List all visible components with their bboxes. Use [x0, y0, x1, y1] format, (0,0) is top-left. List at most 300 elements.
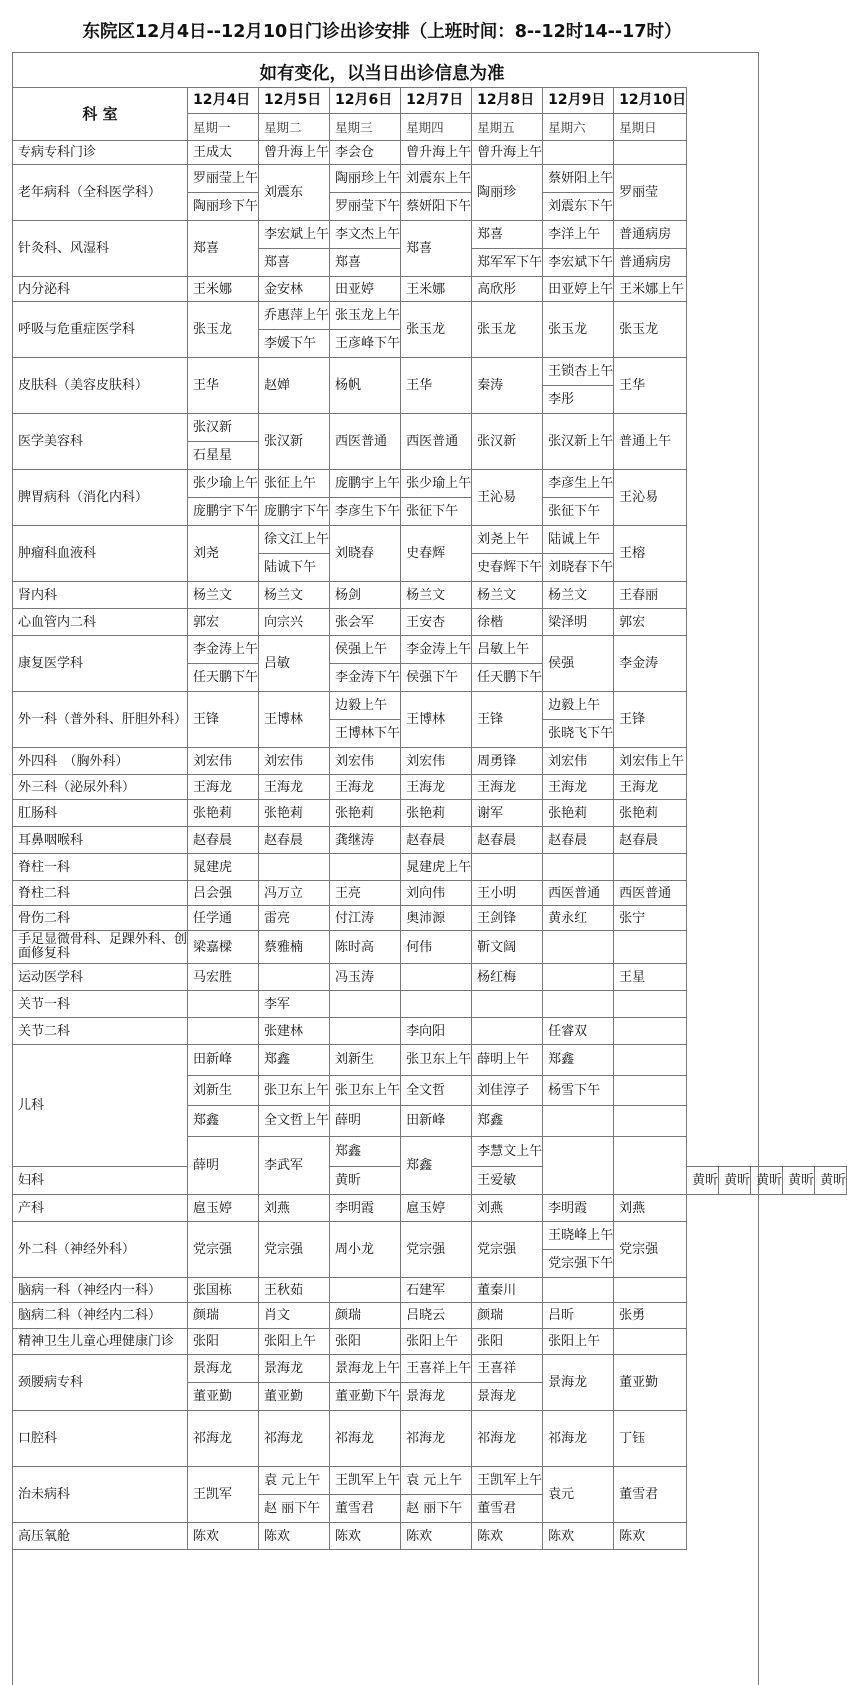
department-name: 儿科: [13, 1045, 188, 1167]
doctor-cell: [614, 931, 687, 964]
doctor-cell: 付江涛: [330, 906, 401, 931]
doctor-cell: 徐文江上午: [259, 526, 330, 554]
table-row: [13, 582, 847, 609]
doctor-cell: [614, 1278, 687, 1303]
doctor-cell: 董秦川: [472, 1278, 543, 1303]
doctor-cell: 颜瑞: [472, 1303, 543, 1329]
doctor-cell: 刘宏伟: [259, 748, 330, 775]
doctor-cell: 靳文阔: [472, 931, 543, 964]
department-name: 康复医学科: [13, 636, 188, 692]
doctor-cell: 杨兰文: [401, 582, 472, 609]
department-name: 运动医学科: [13, 964, 188, 991]
doctor-cell: 张阳上午: [543, 1329, 614, 1355]
doctor-cell: 张卫东上午: [259, 1075, 330, 1106]
doctor-cell: 颜瑞: [330, 1303, 401, 1329]
doctor-cell: 郭宏: [188, 609, 259, 636]
doctor-cell: 张汉新: [472, 414, 543, 470]
doctor-cell: [614, 1045, 687, 1076]
doctor-cell: 丁钰: [614, 1411, 687, 1467]
doctor-cell: 王爱敏: [472, 1167, 543, 1195]
doctor-cell: 李会仓: [330, 141, 401, 165]
doctor-cell: 刘尧: [188, 526, 259, 582]
doctor-cell: 王亮: [330, 881, 401, 906]
table-row: [13, 1195, 847, 1222]
doctor-cell: 景海龙: [543, 1355, 614, 1411]
doctor-cell: 黄昕: [783, 1167, 815, 1195]
doctor-cell: 全文哲: [401, 1075, 472, 1106]
doctor-cell: 黄昕: [687, 1167, 719, 1195]
doctor-cell: 张建林: [259, 1018, 330, 1045]
doctor-cell: 祁海龙: [472, 1411, 543, 1467]
header-weekday: 星期四: [401, 114, 472, 141]
table-row: [13, 1045, 847, 1076]
doctor-cell: 党宗强: [472, 1222, 543, 1278]
table-row: [13, 1355, 847, 1383]
doctor-cell: 任天鹏下午: [472, 664, 543, 692]
doctor-cell: [330, 1018, 401, 1045]
doctor-cell: 龚继涛: [330, 827, 401, 854]
header-date: 12月9日: [543, 88, 614, 114]
doctor-cell: 张艳莉: [188, 800, 259, 827]
doctor-cell: 张玉龙: [472, 302, 543, 358]
table-row: [13, 827, 847, 854]
doctor-cell: 普通病房: [614, 221, 687, 249]
doctor-cell: 陈欢: [401, 1523, 472, 1550]
department-name: 骨伤二科: [13, 906, 188, 931]
doctor-cell: [614, 1018, 687, 1045]
doctor-cell: 祁海龙: [543, 1411, 614, 1467]
doctor-cell: 张汉新: [188, 414, 259, 442]
doctor-cell: 史春辉: [401, 526, 472, 582]
doctor-cell: 王海龙: [543, 775, 614, 800]
doctor-cell: 吕敏上午: [472, 636, 543, 664]
department-name: 脊柱二科: [13, 881, 188, 906]
header-date: 12月10日: [614, 88, 687, 114]
doctor-cell: 王沁易: [472, 470, 543, 526]
doctor-cell: 刘晓春下午: [543, 554, 614, 582]
table-row: [13, 1222, 847, 1250]
doctor-cell: 董亚勤: [188, 1383, 259, 1411]
doctor-cell: 张艳莉: [330, 800, 401, 827]
doctor-cell: 张宁: [614, 906, 687, 931]
department-name: 外四科 （胸外科）: [13, 748, 188, 775]
department-name: 产科: [13, 1195, 188, 1222]
doctor-cell: 王秋茹: [259, 1278, 330, 1303]
department-name: 针灸科、风湿科: [13, 221, 188, 277]
header-date: 12月8日: [472, 88, 543, 114]
department-name: 口腔科: [13, 1411, 188, 1467]
table-row: [13, 1303, 847, 1329]
doctor-cell: 王海龙: [188, 775, 259, 800]
doctor-cell: 侯强下午: [401, 664, 472, 692]
department-name: 脾胃病科（消化内科）: [13, 470, 188, 526]
department-name: 心血管内二科: [13, 609, 188, 636]
doctor-cell: 罗丽莹下午: [330, 193, 401, 221]
doctor-cell: 陈欢: [259, 1523, 330, 1550]
doctor-cell: 李宏斌下午: [543, 249, 614, 277]
doctor-cell: 史春辉下午: [472, 554, 543, 582]
doctor-cell: [543, 931, 614, 964]
doctor-cell: 李向阳: [401, 1018, 472, 1045]
doctor-cell: 陈欢: [188, 1523, 259, 1550]
table-row: [13, 277, 847, 302]
table-row: [13, 854, 847, 881]
doctor-cell: [188, 1018, 259, 1045]
doctor-cell: [543, 141, 614, 165]
doctor-cell: [543, 964, 614, 991]
doctor-cell: 刘向伟: [401, 881, 472, 906]
doctor-cell: 薛明: [330, 1106, 401, 1137]
doctor-cell: 王凯军: [188, 1467, 259, 1523]
doctor-cell: 张艳莉: [543, 800, 614, 827]
table-row: [13, 1467, 847, 1495]
doctor-cell: 王成太: [188, 141, 259, 165]
doctor-cell: 张艳莉: [401, 800, 472, 827]
doctor-cell: [543, 1106, 614, 1137]
department-name: 皮肤科（美容皮肤科）: [13, 358, 188, 414]
doctor-cell: 刘燕: [259, 1195, 330, 1222]
doctor-cell: 张卫东上午: [401, 1045, 472, 1076]
department-name: 医学美容科: [13, 414, 188, 470]
doctor-cell: 黄昕: [330, 1167, 401, 1195]
doctor-cell: 李明霞: [330, 1195, 401, 1222]
doctor-cell: 扈玉婷: [188, 1195, 259, 1222]
doctor-cell: 刘震东上午: [401, 165, 472, 193]
doctor-cell: 西医普通: [543, 881, 614, 906]
doctor-cell: 赵婵: [259, 358, 330, 414]
doctor-cell: 张少瑜上午: [188, 470, 259, 498]
doctor-cell: 雷亮: [259, 906, 330, 931]
doctor-cell: 吕会强: [188, 881, 259, 906]
doctor-cell: 高欣彤: [472, 277, 543, 302]
header-weekday: 星期三: [330, 114, 401, 141]
table-row: [13, 302, 847, 330]
doctor-cell: 曾升海上午: [472, 141, 543, 165]
doctor-cell: 郑鑫: [401, 1136, 472, 1195]
doctor-cell: 杨兰文: [543, 582, 614, 609]
doctor-cell: 王海龙: [472, 775, 543, 800]
table-row: [13, 609, 847, 636]
doctor-cell: 郑鑫: [543, 1045, 614, 1076]
doctor-cell: 陈欢: [330, 1523, 401, 1550]
doctor-cell: 王海龙: [614, 775, 687, 800]
doctor-cell: 王凯军上午: [472, 1467, 543, 1495]
doctor-cell: [543, 991, 614, 1018]
doctor-cell: 王星: [614, 964, 687, 991]
doctor-cell: 任睿双: [543, 1018, 614, 1045]
doctor-cell: 董雪君: [330, 1495, 401, 1523]
doctor-cell: 边毅上午: [330, 692, 401, 720]
doctor-cell: 吕敏: [259, 636, 330, 692]
header-weekday: 星期二: [259, 114, 330, 141]
header-date: 12月7日: [401, 88, 472, 114]
doctor-cell: 党宗强: [401, 1222, 472, 1278]
doctor-cell: 张征下午: [401, 498, 472, 526]
doctor-cell: 赵 丽下午: [401, 1495, 472, 1523]
table-row: [13, 470, 847, 498]
doctor-cell: 张汉新: [259, 414, 330, 470]
department-name: 外一科（普外科、肝胆外科）: [13, 692, 188, 748]
header-date: 12月6日: [330, 88, 401, 114]
doctor-cell: 张阳: [188, 1329, 259, 1355]
doctor-cell: 郑鑫: [330, 1136, 401, 1167]
doctor-cell: 罗丽莹上午: [188, 165, 259, 193]
table-row: [13, 165, 847, 193]
doctor-cell: 王沁易: [614, 470, 687, 526]
doctor-cell: 金安林: [259, 277, 330, 302]
doctor-cell: [614, 141, 687, 165]
doctor-cell: 刘震东: [259, 165, 330, 221]
doctor-cell: 张阳上午: [259, 1329, 330, 1355]
doctor-cell: 王海龙: [401, 775, 472, 800]
table-row: [13, 991, 847, 1018]
doctor-cell: 黄昕: [751, 1167, 783, 1195]
doctor-cell: 王华: [401, 358, 472, 414]
doctor-cell: 西医普通: [330, 414, 401, 470]
doctor-cell: 冯万立: [259, 881, 330, 906]
schedule-table: [12, 87, 847, 1550]
doctor-cell: 周小龙: [330, 1222, 401, 1278]
doctor-cell: 蔡雅楠: [259, 931, 330, 964]
doctor-cell: 张汉新上午: [543, 414, 614, 470]
doctor-cell: 张勇: [614, 1303, 687, 1329]
doctor-cell: 冯玉涛: [330, 964, 401, 991]
doctor-cell: 董雪君: [472, 1495, 543, 1523]
doctor-cell: 赵春晨: [614, 827, 687, 854]
doctor-cell: 王海龙: [330, 775, 401, 800]
department-name: 脑病一科（神经内一科）: [13, 1278, 188, 1303]
doctor-cell: 李彦生下午: [330, 498, 401, 526]
table-row: [13, 775, 847, 800]
doctor-cell: [614, 1075, 687, 1106]
header-date: 12月5日: [259, 88, 330, 114]
doctor-cell: 郑喜: [259, 249, 330, 277]
doctor-cell: 李金涛上午: [188, 636, 259, 664]
doctor-cell: 赵春晨: [188, 827, 259, 854]
doctor-cell: 普通上午: [614, 414, 687, 470]
doctor-cell: 王凯军上午: [330, 1467, 401, 1495]
doctor-cell: 郑喜: [330, 249, 401, 277]
doctor-cell: 黄昕: [719, 1167, 751, 1195]
doctor-cell: 董亚勤: [259, 1383, 330, 1411]
doctor-cell: 蔡妍阳下午: [401, 193, 472, 221]
department-name: 肛肠科: [13, 800, 188, 827]
doctor-cell: 西医普通: [614, 881, 687, 906]
doctor-cell: 张晓飞下午: [543, 720, 614, 748]
table-row: [13, 1278, 847, 1303]
doctor-cell: 景海龙上午: [330, 1355, 401, 1383]
doctor-cell: 周勇锋: [472, 748, 543, 775]
department-name: 手足显微骨科、足踝外科、创面修复科: [13, 931, 188, 964]
doctor-cell: 景海龙: [401, 1383, 472, 1411]
table-row: [13, 692, 847, 720]
department-name: 肿瘤科血液科: [13, 526, 188, 582]
table-row: [13, 906, 847, 931]
doctor-cell: 张玉龙上午: [330, 302, 401, 330]
doctor-cell: [401, 964, 472, 991]
doctor-cell: 杨雪下午: [543, 1075, 614, 1106]
doctor-cell: 王米娜上午: [614, 277, 687, 302]
doctor-cell: [259, 964, 330, 991]
doctor-cell: 陶丽珍: [472, 165, 543, 221]
doctor-cell: 李彤: [543, 386, 614, 414]
schedule-grid: [12, 87, 847, 1550]
doctor-cell: 李金涛: [614, 636, 687, 692]
doctor-cell: 王博林: [259, 692, 330, 748]
doctor-cell: 陆诚上午: [543, 526, 614, 554]
table-row: [13, 1329, 847, 1355]
doctor-cell: 王锁杏上午: [543, 358, 614, 386]
doctor-cell: 杨兰文: [472, 582, 543, 609]
doctor-cell: [543, 1278, 614, 1303]
doctor-cell: 王米娜: [188, 277, 259, 302]
doctor-cell: 全文哲上午: [259, 1106, 330, 1137]
doctor-cell: 赵春晨: [401, 827, 472, 854]
doctor-cell: 任天鹏下午: [188, 664, 259, 692]
doctor-cell: [614, 1329, 687, 1355]
doctor-cell: 李军: [259, 991, 330, 1018]
doctor-cell: 庞鹏宇下午: [259, 498, 330, 526]
table-row: [13, 964, 847, 991]
doctor-cell: [259, 854, 330, 881]
table-row: [13, 221, 847, 249]
table-row: [13, 800, 847, 827]
table-row: [13, 881, 847, 906]
table-row: [13, 358, 847, 386]
doctor-cell: 何伟: [401, 931, 472, 964]
department-name: 专病专科门诊: [13, 141, 188, 165]
department-name: 精神卫生儿童心理健康门诊: [13, 1329, 188, 1355]
table-row: [13, 526, 847, 554]
doctor-cell: 曾升海上午: [401, 141, 472, 165]
department-name: 治未病科: [13, 1467, 188, 1523]
doctor-cell: 颜瑞: [188, 1303, 259, 1329]
table-row: [13, 141, 847, 165]
doctor-cell: 王锋: [614, 692, 687, 748]
doctor-cell: 庞鹏宇下午: [188, 498, 259, 526]
doctor-cell: [614, 1136, 687, 1195]
doctor-cell: 梁嘉樑: [188, 931, 259, 964]
doctor-cell: 张阳上午: [401, 1329, 472, 1355]
department-name: 肾内科: [13, 582, 188, 609]
doctor-cell: 陶丽珍上午: [330, 165, 401, 193]
department-name: 外二科（神经外科）: [13, 1222, 188, 1278]
doctor-cell: 景海龙: [188, 1355, 259, 1383]
doctor-cell: 赵春晨: [472, 827, 543, 854]
doctor-cell: 刘尧上午: [472, 526, 543, 554]
header-dept: 科 室: [13, 88, 188, 141]
table-row: [13, 748, 847, 775]
page-title: 东院区12月4日--12月10日门诊出诊安排（上班时间：8--12时14--17时）: [82, 22, 682, 42]
doctor-cell: 刘宏伟: [188, 748, 259, 775]
doctor-cell: 侯强: [543, 636, 614, 692]
doctor-cell: [188, 991, 259, 1018]
doctor-cell: 祁海龙: [330, 1411, 401, 1467]
doctor-cell: 党宗强: [259, 1222, 330, 1278]
doctor-cell: 王米娜: [401, 277, 472, 302]
doctor-cell: 郑鑫: [472, 1106, 543, 1137]
doctor-cell: 蔡妍阳上午: [543, 165, 614, 193]
doctor-cell: 王彦峰下午: [330, 330, 401, 358]
header-weekday: 星期六: [543, 114, 614, 141]
doctor-cell: 董亚勤下午: [330, 1383, 401, 1411]
doctor-cell: 祁海龙: [259, 1411, 330, 1467]
doctor-cell: 陈欢: [543, 1523, 614, 1550]
doctor-cell: 王锋: [188, 692, 259, 748]
doctor-cell: 王博林下午: [330, 720, 401, 748]
doctor-cell: [401, 991, 472, 1018]
doctor-cell: 党宗强: [614, 1222, 687, 1278]
doctor-cell: [472, 1018, 543, 1045]
doctor-cell: 陈欢: [472, 1523, 543, 1550]
doctor-cell: [614, 854, 687, 881]
doctor-cell: 王海龙: [259, 775, 330, 800]
doctor-cell: 李明霞: [543, 1195, 614, 1222]
doctor-cell: 王喜祥上午: [401, 1355, 472, 1383]
doctor-cell: 张阳: [330, 1329, 401, 1355]
doctor-cell: 刘宏伟: [401, 748, 472, 775]
doctor-cell: 袁 元上午: [259, 1467, 330, 1495]
header-date: 12月4日: [188, 88, 259, 114]
table-row: [13, 1018, 847, 1045]
doctor-cell: 王锋: [472, 692, 543, 748]
doctor-cell: 吕昕: [543, 1303, 614, 1329]
page-subtitle: 如有变化，以当日出诊信息为准: [259, 64, 505, 84]
doctor-cell: 陶丽珍下午: [188, 193, 259, 221]
doctor-cell: 郭宏: [614, 609, 687, 636]
doctor-cell: [614, 1106, 687, 1137]
doctor-cell: 陈时高: [330, 931, 401, 964]
doctor-cell: 谢军: [472, 800, 543, 827]
doctor-cell: 刘宏伟: [330, 748, 401, 775]
doctor-cell: 张玉龙: [614, 302, 687, 358]
doctor-cell: 田亚婷: [330, 277, 401, 302]
doctor-cell: 王剑锋: [472, 906, 543, 931]
doctor-cell: [543, 854, 614, 881]
doctor-cell: 普通病房: [614, 249, 687, 277]
doctor-cell: 刘新生: [330, 1045, 401, 1076]
table-row: [13, 636, 847, 664]
doctor-cell: 王晓峰上午: [543, 1222, 614, 1250]
doctor-cell: 王春丽: [614, 582, 687, 609]
doctor-cell: 祁海龙: [401, 1411, 472, 1467]
doctor-cell: 刘宏伟上午: [614, 748, 687, 775]
doctor-cell: 刘宏伟: [543, 748, 614, 775]
department-name: 脑病二科（神经内二科）: [13, 1303, 188, 1329]
doctor-cell: 杨红梅: [472, 964, 543, 991]
doctor-cell: 肖文: [259, 1303, 330, 1329]
doctor-cell: 王安杏: [401, 609, 472, 636]
doctor-cell: 刘震东下午: [543, 193, 614, 221]
doctor-cell: 陈欢: [614, 1523, 687, 1550]
doctor-cell: 李金涛下午: [330, 664, 401, 692]
doctor-cell: 王博林: [401, 692, 472, 748]
doctor-cell: 刘燕: [614, 1195, 687, 1222]
doctor-cell: 王华: [614, 358, 687, 414]
department-name: 脊柱一科: [13, 854, 188, 881]
department-name: 关节一科: [13, 991, 188, 1018]
doctor-cell: 董亚勤: [614, 1355, 687, 1411]
doctor-cell: 李金涛上午: [401, 636, 472, 664]
doctor-cell: 扈玉婷: [401, 1195, 472, 1222]
doctor-cell: [330, 854, 401, 881]
doctor-cell: 张艳莉: [614, 800, 687, 827]
doctor-cell: 景海龙: [259, 1355, 330, 1383]
doctor-cell: 田亚婷上午: [543, 277, 614, 302]
department-name: 妇科: [13, 1167, 188, 1195]
doctor-cell: 罗丽莹: [614, 165, 687, 221]
doctor-cell: 郑鑫: [259, 1045, 330, 1076]
